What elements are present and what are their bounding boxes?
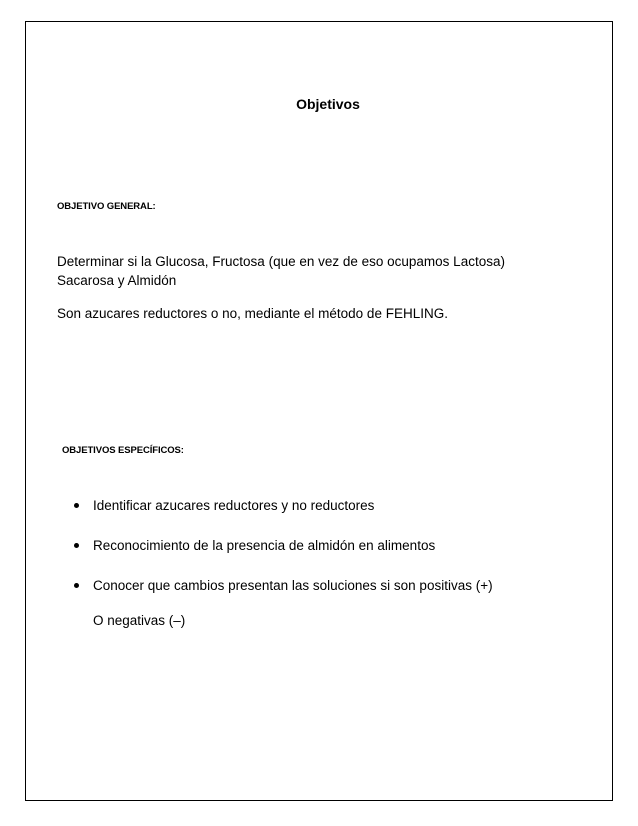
general-objective-paragraph <box>57 252 577 290</box>
bullet-icon <box>74 543 79 548</box>
list-item <box>72 496 493 536</box>
page-border <box>25 21 613 801</box>
list-item-continuation: O negativas (–) <box>93 613 186 628</box>
bullet-icon <box>74 583 79 588</box>
list-item <box>72 576 493 616</box>
general-objective-paragraph-2: Son azucares reductores o no, mediante el método de FEHLING. <box>57 306 448 321</box>
list-item <box>72 536 493 576</box>
general-objective-line-1: Determinar si la Glucosa, Fructosa (que en vez de eso ocupamos Lactosa) <box>57 254 505 269</box>
page-title: Objetivos <box>296 96 360 112</box>
list-item-text: Conocer que cambios presentan las soluciones si son positivas (+) <box>93 578 493 593</box>
specific-objectives-heading: OBJETIVOS ESPECÍFICOS: <box>62 445 184 456</box>
list-item-text: Reconocimiento de la presencia de almidón en alimentos <box>93 538 436 553</box>
bullet-icon <box>74 503 79 508</box>
specific-objectives-list <box>72 496 493 616</box>
general-objective-line-2: Sacarosa y Almidón <box>57 273 177 288</box>
general-objective-heading: OBJETIVO GENERAL: <box>57 201 156 212</box>
list-item-text: Identificar azucares reductores y no reductores <box>93 498 375 513</box>
